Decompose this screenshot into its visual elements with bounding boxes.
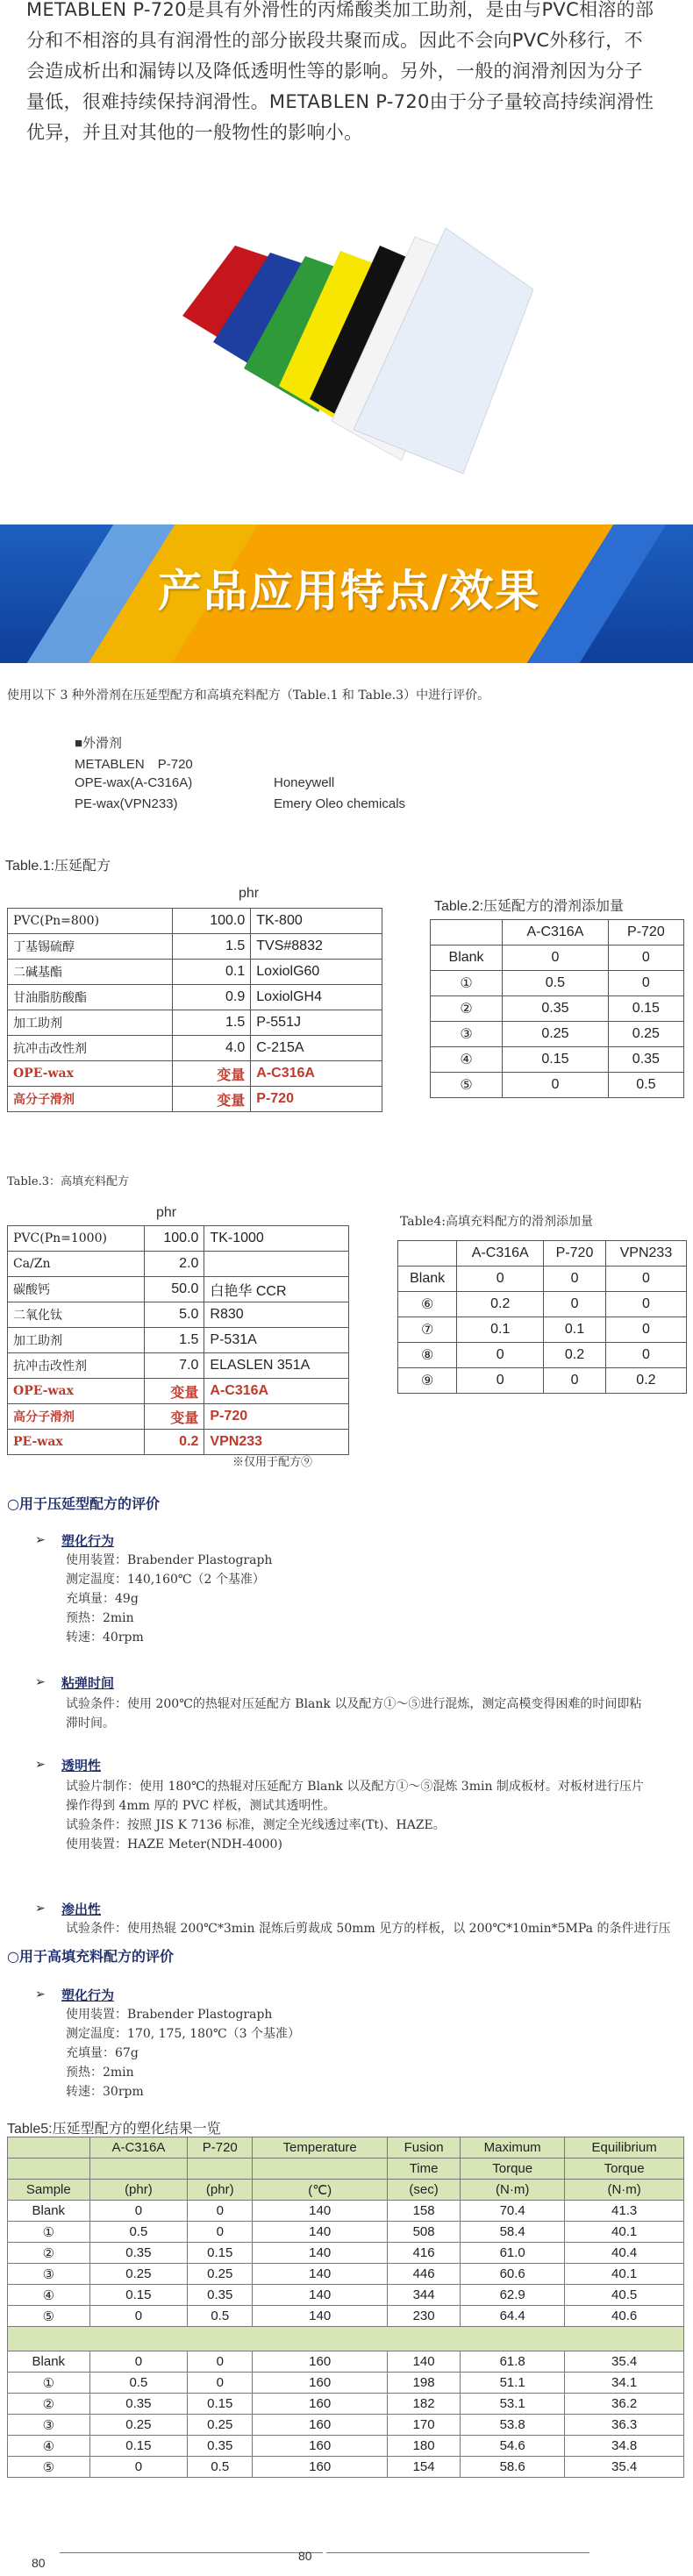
ingredient-phr: 1.5 xyxy=(172,1010,251,1036)
table-cell: ① xyxy=(431,971,503,996)
table-row xyxy=(8,1379,349,1404)
table-row xyxy=(8,1087,382,1112)
table-row xyxy=(8,1404,349,1430)
ingredient-grade: LoxiolG60 xyxy=(251,960,382,985)
table-row xyxy=(8,2243,684,2264)
chart-right-axis xyxy=(326,2552,589,2576)
table-cell: 40.1 xyxy=(565,2222,684,2243)
lubricant-name: OPE-wax(A-C316A) xyxy=(75,775,193,790)
ingredient-name: OPE-wax xyxy=(8,1379,145,1404)
table-row xyxy=(431,971,684,996)
column-header: A-C316A xyxy=(457,1241,544,1267)
table-cell: 0 xyxy=(89,2306,188,2327)
ingredient-grade: TVS#8832 xyxy=(251,934,382,960)
arrow-bullet-icon: ➢ xyxy=(35,1758,46,1772)
table-cell: 36.3 xyxy=(565,2415,684,2436)
table-cell: 0 xyxy=(457,1267,544,1292)
arrow-bullet-icon: ➢ xyxy=(35,1987,46,2002)
table-cell: 344 xyxy=(388,2285,461,2306)
table-row xyxy=(8,1430,349,1455)
chart-right-tick: 80 xyxy=(298,2549,312,2563)
ingredient-phr: 4.0 xyxy=(172,1036,251,1061)
table-cell: 60.6 xyxy=(461,2264,565,2285)
ingredient-name: 二氧化钛 xyxy=(8,1302,145,1328)
table-row xyxy=(8,2264,684,2285)
column-header xyxy=(89,2159,188,2180)
chart-left-tick: 80 xyxy=(32,2556,46,2570)
table4-caption: Table4:高填充料配方的滑剂添加量 xyxy=(400,1215,593,1229)
table-cell: 61.0 xyxy=(461,2243,565,2264)
table-cell: 160 xyxy=(253,2394,388,2415)
table-cell: 0.35 xyxy=(503,996,609,1022)
ingredient-grade: 白艳华 CCR xyxy=(204,1277,349,1302)
table-cell: 0.25 xyxy=(503,1022,609,1047)
table-row xyxy=(431,1073,684,1098)
ingredient-phr: 1.5 xyxy=(172,934,251,960)
table-cell: 35.4 xyxy=(565,2351,684,2373)
table-cell: ② xyxy=(8,2394,90,2415)
ingredient-phr: 变量 xyxy=(144,1404,204,1430)
table-row xyxy=(8,1010,382,1036)
table-row xyxy=(8,2394,684,2415)
table-cell: 40.4 xyxy=(565,2243,684,2264)
table-cell: 0 xyxy=(544,1267,606,1292)
table-cell: 446 xyxy=(388,2264,461,2285)
table-cell: 160 xyxy=(253,2351,388,2373)
table-header-row xyxy=(8,2137,684,2159)
table-cell: ⑤ xyxy=(8,2457,90,2478)
column-header: (N·m) xyxy=(461,2180,565,2201)
table-row xyxy=(8,1277,349,1302)
column-header: A-C316A xyxy=(503,920,609,945)
table-cell: 0 xyxy=(188,2351,253,2373)
table-cell: 0.25 xyxy=(89,2415,188,2436)
table-row xyxy=(398,1368,687,1394)
ingredient-phr: 50.0 xyxy=(144,1277,204,1302)
column-header xyxy=(253,2159,388,2180)
ingredient-grade xyxy=(204,1252,349,1277)
column-header: (℃) xyxy=(253,2180,388,2201)
ingredient-name: 高分子滑剂 xyxy=(8,1087,173,1112)
filled-plasticizing-details: 使用装置：Brabender Plastograph 测定温度：170, 175, 180℃（3 个基准） 充填量：67g 预热：2min 转速：30rpm xyxy=(66,2008,300,2099)
table-row xyxy=(8,960,382,985)
table-row xyxy=(8,1036,382,1061)
table-cell: 0.1 xyxy=(457,1317,544,1343)
stickiness-title: 粘弹时间 xyxy=(61,1675,115,1691)
table-cell: ② xyxy=(8,2243,90,2264)
table-cell: 140 xyxy=(253,2285,388,2306)
table-row xyxy=(8,1353,349,1379)
table-cell: 35.4 xyxy=(565,2457,684,2478)
column-header: Fusion xyxy=(388,2137,461,2159)
table2-caption: Table.2:压延配方的滑剂添加量 xyxy=(434,899,625,914)
table-cell: 0.2 xyxy=(544,1343,606,1368)
table-cell: 0 xyxy=(89,2201,188,2222)
chart-left-axis xyxy=(60,2552,323,2576)
ingredient-phr: 变量 xyxy=(144,1379,204,1404)
table-cell: ③ xyxy=(8,2415,90,2436)
arrow-bullet-icon: ➢ xyxy=(35,1533,46,1547)
table-cell: 61.8 xyxy=(461,2351,565,2373)
table-cell: 140 xyxy=(388,2351,461,2373)
table-cell: 0 xyxy=(544,1292,606,1317)
migration-title: 渗出性 xyxy=(61,1902,102,1917)
table-row xyxy=(8,2457,684,2478)
table-cell: 170 xyxy=(388,2415,461,2436)
table-cell: 140 xyxy=(253,2306,388,2327)
table-row xyxy=(431,1047,684,1073)
table-row xyxy=(8,1328,349,1353)
table-cell: 140 xyxy=(253,2243,388,2264)
table-cell: 51.1 xyxy=(461,2373,565,2394)
ingredient-grade: TK-1000 xyxy=(204,1226,349,1252)
table-cell: 53.1 xyxy=(461,2394,565,2415)
ingredient-name: OPE-wax xyxy=(8,1061,173,1087)
table-cell: 54.6 xyxy=(461,2436,565,2457)
table-header-row xyxy=(431,920,684,945)
section-banner xyxy=(0,524,693,663)
table-cell: ① xyxy=(8,2373,90,2394)
table-cell: 0.5 xyxy=(503,971,609,996)
column-header: Temperature xyxy=(253,2137,388,2159)
table-cell: 160 xyxy=(253,2436,388,2457)
ingredient-phr: 0.2 xyxy=(144,1430,204,1455)
banner-title: 产品应用特点/效果 xyxy=(158,566,541,617)
ingredient-grade: TK-800 xyxy=(251,909,382,934)
table-cell: 53.8 xyxy=(461,2415,565,2436)
ingredient-grade: P-720 xyxy=(204,1404,349,1430)
ingredient-name: 抗冲击改性剂 xyxy=(8,1036,173,1061)
table-cell: 0.25 xyxy=(188,2415,253,2436)
table-cell: 0.15 xyxy=(188,2394,253,2415)
column-header xyxy=(188,2159,253,2180)
column-header: A-C316A xyxy=(89,2137,188,2159)
filled-plasticizing-title: 塑化行为 xyxy=(61,1987,115,2003)
table-cell: 0 xyxy=(544,1368,606,1394)
table-cell: ⑧ xyxy=(398,1343,457,1368)
table-cell: 0 xyxy=(188,2222,253,2243)
table-cell: 0 xyxy=(188,2373,253,2394)
evaluation-intro: 使用以下 3 种外滑剂在压延型配方和高填充料配方（Table.1 和 Table.3）中进行评价。 xyxy=(7,689,490,703)
table-cell: ③ xyxy=(431,1022,503,1047)
column-header xyxy=(8,2159,90,2180)
ingredient-name: 二碱基酯 xyxy=(8,960,173,985)
transparency-details: 试验片制作：使用 180℃的热辊对压延配方 Blank 以及配方①～⑤混炼 3min 制成板材。对板材进行压片 操作得到 4mm 厚的 PVC 样板，测试其透明性。 试验条件：按照 JIS K 7136 标准，测定全光线透过率(Tt)、HAZE。 使用装置：HAZE Meter(NDH-4000) xyxy=(66,1780,644,1852)
table-cell: 0 xyxy=(605,1317,686,1343)
table5-caption: Table5:压延型配方的塑化结果一览 xyxy=(7,2122,221,2137)
table-cell: Blank xyxy=(8,2201,90,2222)
table-cell: 230 xyxy=(388,2306,461,2327)
column-header: (phr) xyxy=(188,2180,253,2201)
table-row xyxy=(8,1226,349,1252)
table-row xyxy=(398,1267,687,1292)
plasticizing-title: 塑化行为 xyxy=(61,1533,115,1549)
table-cell: 158 xyxy=(388,2201,461,2222)
ingredient-phr: 2.0 xyxy=(144,1252,204,1277)
table-cell: 0.5 xyxy=(89,2222,188,2243)
ingredient-name: Ca/Zn xyxy=(8,1252,145,1277)
table-row xyxy=(8,2306,684,2327)
table-header-row xyxy=(8,2159,684,2180)
table-row xyxy=(8,1252,349,1277)
column-header xyxy=(398,1241,457,1267)
column-header: Torque xyxy=(461,2159,565,2180)
ingredient-phr: 100.0 xyxy=(144,1226,204,1252)
table-cell: 140 xyxy=(253,2264,388,2285)
ingredient-name: 加工助剂 xyxy=(8,1010,173,1036)
table-cell: 0 xyxy=(188,2201,253,2222)
table1-caption: Table.1:压延配方 xyxy=(5,859,111,874)
ingredient-grade: P-720 xyxy=(251,1087,382,1112)
table-cell: ⑨ xyxy=(398,1368,457,1394)
table-row xyxy=(8,2201,684,2222)
lubricant-name: METABLEN P-720 xyxy=(75,757,193,772)
table2 xyxy=(430,919,684,1098)
table-cell: Blank xyxy=(398,1267,457,1292)
table3 xyxy=(7,1225,349,1455)
table-cell: 41.3 xyxy=(565,2201,684,2222)
table-cell: 0 xyxy=(503,945,609,971)
table-cell: 0 xyxy=(605,1267,686,1292)
table-cell: 0.35 xyxy=(89,2394,188,2415)
table-row xyxy=(8,2436,684,2457)
table-cell: 70.4 xyxy=(461,2201,565,2222)
table-cell: 0 xyxy=(457,1343,544,1368)
table-cell: 0.2 xyxy=(457,1292,544,1317)
table-cell: 140 xyxy=(253,2222,388,2243)
migration-details: 试验条件：使用热辊 200℃*3min 混炼后剪裁成 50mm 见方的样板，以 200℃*10min*5MPa 的条件进行压 xyxy=(66,1922,671,1936)
table-cell: 154 xyxy=(388,2457,461,2478)
ingredient-grade: P-531A xyxy=(204,1328,349,1353)
table-cell: 0.35 xyxy=(608,1047,683,1073)
table-cell: Blank xyxy=(431,945,503,971)
table-cell: 0.5 xyxy=(608,1073,683,1098)
ingredient-grade: R830 xyxy=(204,1302,349,1328)
lubricant-maker: Emery Oleo chemicals xyxy=(274,796,406,811)
ingredient-phr: 5.0 xyxy=(144,1302,204,1328)
table-cell: 36.2 xyxy=(565,2394,684,2415)
column-header: (phr) xyxy=(89,2180,188,2201)
column-header: Sample xyxy=(8,2180,90,2201)
table-row xyxy=(431,945,684,971)
table-cell: 0.25 xyxy=(188,2264,253,2285)
table-cell: 0.15 xyxy=(608,996,683,1022)
column-header: (N·m) xyxy=(565,2180,684,2201)
table-row xyxy=(8,2285,684,2306)
table-cell: 508 xyxy=(388,2222,461,2243)
table-cell: 0 xyxy=(503,1073,609,1098)
ingredient-grade: ELASLEN 351A xyxy=(204,1353,349,1379)
ingredient-grade: C-215A xyxy=(251,1036,382,1061)
table-separator-row xyxy=(8,2327,684,2351)
table-cell: 0.5 xyxy=(89,2373,188,2394)
table-cell: ⑤ xyxy=(431,1073,503,1098)
table1-phr-label: phr xyxy=(239,886,260,901)
table-row xyxy=(8,2373,684,2394)
pvc-sheets-image xyxy=(130,211,568,482)
lubricant-name: PE-wax(VPN233) xyxy=(75,796,178,811)
table-cell: 0 xyxy=(89,2351,188,2373)
table-cell: ② xyxy=(431,996,503,1022)
table-cell: 40.1 xyxy=(565,2264,684,2285)
table5 xyxy=(7,2137,684,2478)
table-cell: 58.6 xyxy=(461,2457,565,2478)
table-cell: 62.9 xyxy=(461,2285,565,2306)
table1 xyxy=(7,908,382,1112)
table-row xyxy=(398,1343,687,1368)
table-cell: 0.2 xyxy=(605,1368,686,1394)
ingredient-grade: A-C316A xyxy=(251,1061,382,1087)
table-row xyxy=(8,2222,684,2243)
column-header: P-720 xyxy=(188,2137,253,2159)
section-calender-title: ○用于压延型配方的评价 xyxy=(7,1495,160,1512)
ingredient-name: PVC(Pn=800) xyxy=(8,909,173,934)
column-header xyxy=(431,920,503,945)
table-cell: 0 xyxy=(89,2457,188,2478)
table-cell: 0 xyxy=(608,945,683,971)
table-row xyxy=(8,1061,382,1087)
table-cell: 0.35 xyxy=(89,2243,188,2264)
table-cell: 58.4 xyxy=(461,2222,565,2243)
ingredient-name: PVC(Pn=1000) xyxy=(8,1226,145,1252)
table-cell: 0 xyxy=(605,1343,686,1368)
ingredient-name: 抗冲击改性剂 xyxy=(8,1353,145,1379)
table-row xyxy=(8,985,382,1010)
ingredient-name: 甘油脂肪酸酯 xyxy=(8,985,173,1010)
table-cell: ④ xyxy=(8,2285,90,2306)
ingredient-phr: 100.0 xyxy=(172,909,251,934)
column-header: VPN233 xyxy=(605,1241,686,1267)
ingredient-grade: VPN233 xyxy=(204,1430,349,1455)
table-cell: 0.1 xyxy=(544,1317,606,1343)
column-header: (sec) xyxy=(388,2180,461,2201)
ingredient-name: 丁基锡硫醇 xyxy=(8,934,173,960)
lubricant-maker: Honeywell xyxy=(274,775,335,790)
table-cell: 0.5 xyxy=(188,2306,253,2327)
table-row xyxy=(431,996,684,1022)
ingredient-phr: 0.1 xyxy=(172,960,251,985)
table-cell: ③ xyxy=(8,2264,90,2285)
column-header: Torque xyxy=(565,2159,684,2180)
table-cell: 160 xyxy=(253,2457,388,2478)
table-cell: 0 xyxy=(457,1368,544,1394)
transparency-title: 透明性 xyxy=(61,1758,102,1773)
table-row xyxy=(431,1022,684,1047)
table-cell: 0.15 xyxy=(89,2285,188,2306)
table-cell: ④ xyxy=(431,1047,503,1073)
table-row xyxy=(8,2351,684,2373)
table-row xyxy=(398,1292,687,1317)
table-cell: 0.15 xyxy=(89,2436,188,2457)
intro-paragraph: METABLEN P-720是具有外滑性的丙烯酸类加工助剂，是由与PVC相溶的部分和不相溶的具有润滑性的部分嵌段共聚而成。因此不会向PVC外移行，不会造成析出和漏铸以及降低透明性等的影响。另外，一般的润滑剂因为分子量低，很难持续保持润滑性。METABLEN P-720由于分子量较高持续润滑性优异，并且对其他的一般物性的影响小。 xyxy=(26,0,654,143)
table-cell: 0 xyxy=(605,1292,686,1317)
table-cell: 0.15 xyxy=(503,1047,609,1073)
table-header-row xyxy=(398,1241,687,1267)
table3-phr-label: phr xyxy=(156,1205,177,1220)
table-cell: 0.5 xyxy=(188,2457,253,2478)
ingredient-phr: 变量 xyxy=(172,1061,251,1087)
arrow-bullet-icon: ➢ xyxy=(35,1675,46,1689)
column-header: Equilibrium xyxy=(565,2137,684,2159)
table-header-row xyxy=(8,2180,684,2201)
table-cell: ④ xyxy=(8,2436,90,2457)
table-row xyxy=(8,2415,684,2436)
table-cell: ⑥ xyxy=(398,1292,457,1317)
table-row xyxy=(8,934,382,960)
table-cell: 0.25 xyxy=(608,1022,683,1047)
column-header: Maximum xyxy=(461,2137,565,2159)
table-cell: 182 xyxy=(388,2394,461,2415)
table-cell: 160 xyxy=(253,2373,388,2394)
table-cell: 0.35 xyxy=(188,2436,253,2457)
column-header: P-720 xyxy=(544,1241,606,1267)
stickiness-details: 试验条件：使用 200℃的热辊对压延配方 Blank 以及配方①～⑤进行混炼，测定高模变得困难的时间即粘 滞时间。 xyxy=(66,1697,642,1730)
table-cell: 40.5 xyxy=(565,2285,684,2306)
table3-caption: Table.3：高填充料配方 xyxy=(7,1175,129,1188)
arrow-bullet-icon: ➢ xyxy=(35,1902,46,1916)
table-cell: ⑤ xyxy=(8,2306,90,2327)
table-row xyxy=(8,1302,349,1328)
table-cell: 64.4 xyxy=(461,2306,565,2327)
plasticizing-details: 使用装置：Brabender Plastograph 测定温度：140,160℃（2 个基准） 充填量：49g 预热：2min 转速：40rpm xyxy=(66,1553,273,1645)
table-cell: 198 xyxy=(388,2373,461,2394)
column-header xyxy=(8,2137,90,2159)
table-cell: 416 xyxy=(388,2243,461,2264)
lubricants-heading: ■外滑剂 xyxy=(75,736,123,751)
table4 xyxy=(397,1240,687,1394)
table-cell: 0 xyxy=(608,971,683,996)
ingredient-grade: LoxiolGH4 xyxy=(251,985,382,1010)
table-cell: 0.15 xyxy=(188,2243,253,2264)
table-cell: 0.35 xyxy=(188,2285,253,2306)
table-cell: 34.1 xyxy=(565,2373,684,2394)
ingredient-phr: 7.0 xyxy=(144,1353,204,1379)
ingredient-name: 加工助剂 xyxy=(8,1328,145,1353)
ingredient-name: 高分子滑剂 xyxy=(8,1404,145,1430)
table-cell: 140 xyxy=(253,2201,388,2222)
table-cell: Blank xyxy=(8,2351,90,2373)
table-cell: 0.25 xyxy=(89,2264,188,2285)
table-cell: 180 xyxy=(388,2436,461,2457)
table3-footnote: ※仅用于配方⑨ xyxy=(232,1456,313,1469)
ingredient-name: 碳酸钙 xyxy=(8,1277,145,1302)
ingredient-name: PE-wax xyxy=(8,1430,145,1455)
ingredient-grade: P-551J xyxy=(251,1010,382,1036)
column-header: P-720 xyxy=(608,920,683,945)
ingredient-phr: 0.9 xyxy=(172,985,251,1010)
table-cell: ① xyxy=(8,2222,90,2243)
table-cell: ⑦ xyxy=(398,1317,457,1343)
ingredient-grade: A-C316A xyxy=(204,1379,349,1404)
ingredient-phr: 1.5 xyxy=(144,1328,204,1353)
ingredient-phr: 变量 xyxy=(172,1087,251,1112)
table-row xyxy=(398,1317,687,1343)
section-filled-title: ○用于高填充料配方的评价 xyxy=(7,1948,174,1965)
table-row xyxy=(8,909,382,934)
column-header: Time xyxy=(388,2159,461,2180)
table-cell: 160 xyxy=(253,2415,388,2436)
table-cell: 34.8 xyxy=(565,2436,684,2457)
table-cell: 40.6 xyxy=(565,2306,684,2327)
